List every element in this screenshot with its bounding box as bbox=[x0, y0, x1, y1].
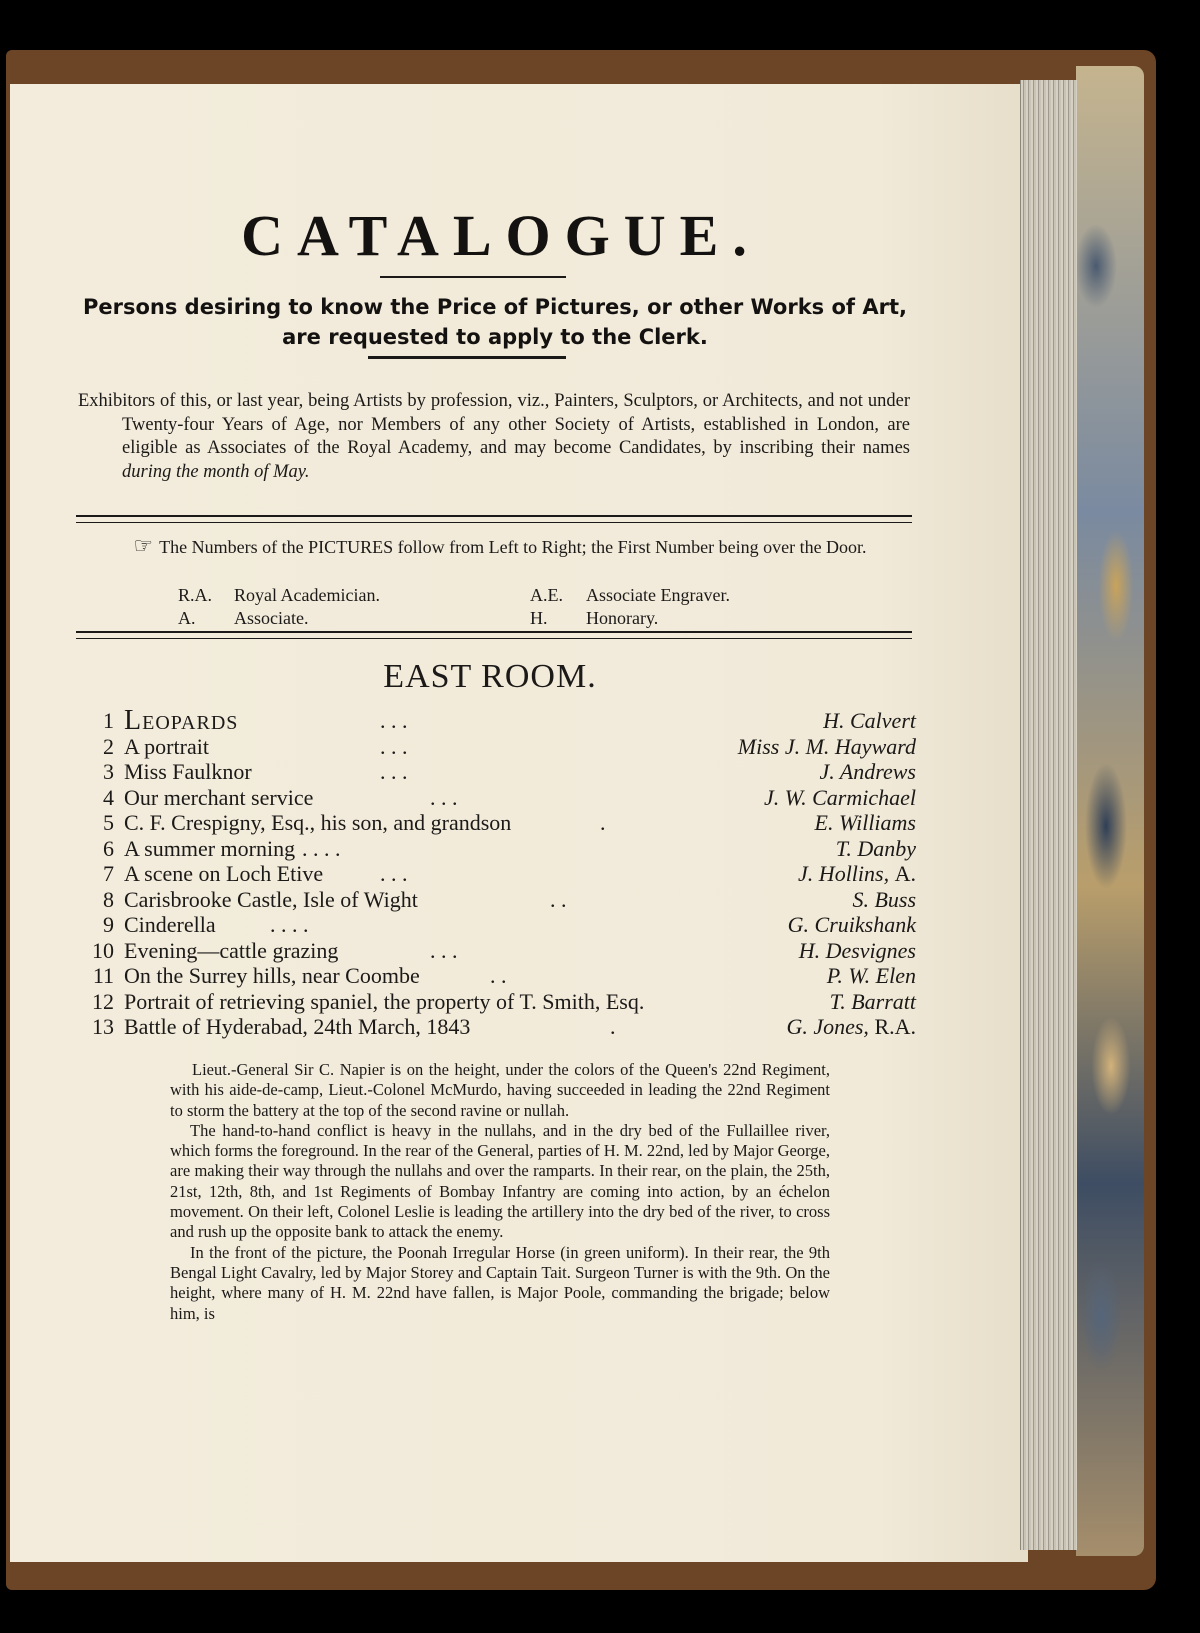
double-rule-bottom bbox=[76, 631, 912, 639]
entry-13-description bbox=[170, 1060, 830, 1324]
abbreviation-ae: A.E. Associate Engraver. bbox=[530, 585, 730, 605]
entry-5: 5 C. F. Crespigny, Esq., his son, and grandson . E. Williams bbox=[103, 810, 916, 835]
description-paragraph-3: In the front of the picture, the Poonah Irregular Horse (in green uniform). In their rear, the 9th Bengal Light Cavalry, led by Major Storey and Captain Tait. Surgeon Turner is with the 9th. On the height, where many of H. M. 22nd have fallen, is Major Poole, commanding the brigade; below him, is bbox=[170, 1242, 830, 1323]
entry-1: 1 Leopards . . . H. Calvert bbox=[103, 705, 916, 736]
double-rule-top bbox=[76, 515, 912, 523]
abbreviation-a: A. Associate. bbox=[178, 608, 309, 628]
pointing-hand-icon: ☞ bbox=[133, 533, 154, 558]
entry-3: 3 Miss Faulknor . . . J. Andrews bbox=[103, 759, 916, 784]
numbers-note bbox=[100, 534, 900, 559]
price-notice: Persons desiring to know the Price of Pictures, or other Works of Art, are requested to apply to the Clerk. bbox=[82, 295, 907, 349]
catalogue-page bbox=[10, 84, 1028, 1562]
description-paragraph-1: Lieut.-General Sir C. Napier is on the height, under the colors of the Queen's 22nd Regiment, with his aide-de-camp, Lieut.-Colonel McMurdo, having succeeded in leading the 22nd Regiment to storm the battery at the top of the second ravine or nullah. bbox=[170, 1060, 830, 1120]
entry-9: 9 Cinderella . . . . G. Cruikshank bbox=[103, 912, 916, 937]
entry-8: 8 Carisbrooke Castle, Isle of Wight . . S. Buss bbox=[103, 886, 916, 912]
description-paragraph-2: The hand-to-hand conflict is heavy in the nullahs, and in the dry bed of the Fullaillee river, which forms the foreground. In the rear of the General, parties of H. M. 22nd, led by Major George, are making their way through the nullahs and over the ramparts. In their rear, on the plain, the 25th, 21st, 12th, 8th, and 1st Regiments of Bombay Infantry are coming into action, by an échelon movement. On their left, Colonel Leslie is leading the artillery into the dry bed of the river, to cross and rush up the opposite bank to attack the enemy. bbox=[170, 1120, 830, 1242]
marbled-edge bbox=[1076, 66, 1144, 1556]
entry-11: 11 On the Surrey hills, near Coombe . . P. W. Elen bbox=[92, 963, 916, 988]
title-rule bbox=[380, 276, 566, 278]
exhibitors-paragraph bbox=[78, 390, 910, 484]
notice-rule bbox=[368, 356, 566, 359]
abbreviation-h: H. Honorary. bbox=[530, 608, 659, 628]
entry-12: 12 Portrait of retrieving spaniel, the property of T. Smith, Esq. T. Barratt bbox=[92, 988, 916, 1014]
abbreviation-ra: R.A. Royal Academician. bbox=[178, 585, 380, 605]
room-title: EAST ROOM. bbox=[383, 658, 597, 695]
entry-6: 6 A summer morning . . . . T. Danby bbox=[103, 835, 916, 861]
page-title: CATALOGUE. bbox=[241, 203, 761, 268]
exhibitors-italic: during the month of May. bbox=[122, 461, 310, 482]
entry-13: 13 Battle of Hyderabad, 24th March, 1843 . G. Jones, R.A. bbox=[92, 1014, 916, 1039]
entry-4: 4 Our merchant service . . . J. W. Carmichael bbox=[103, 784, 916, 810]
page-block-edge bbox=[1020, 80, 1077, 1550]
numbers-note-text: The Numbers of the PICTURES follow from Left to Right; the First Number being over the Door. bbox=[159, 537, 867, 557]
exhibitors-text: Exhibitors of this, or last year, being Artists by profession, viz., Painters, Sculptors, or Architects, and not under Twenty-four Years of Age, nor Members of any other Society of Artists, established in London, are eligible as Associates of the Royal Academy, and may become Candidates, by inscribing their names bbox=[78, 391, 910, 458]
entry-10: 10 Evening—cattle grazing . . . H. Desvignes bbox=[92, 937, 916, 963]
entry-7: 7 A scene on Loch Etive . . . J. Hollins, A. bbox=[103, 861, 916, 886]
entry-2: 2 A portrait . . . Miss J. M. Hayward bbox=[103, 733, 916, 759]
entries-list bbox=[80, 705, 916, 1040]
